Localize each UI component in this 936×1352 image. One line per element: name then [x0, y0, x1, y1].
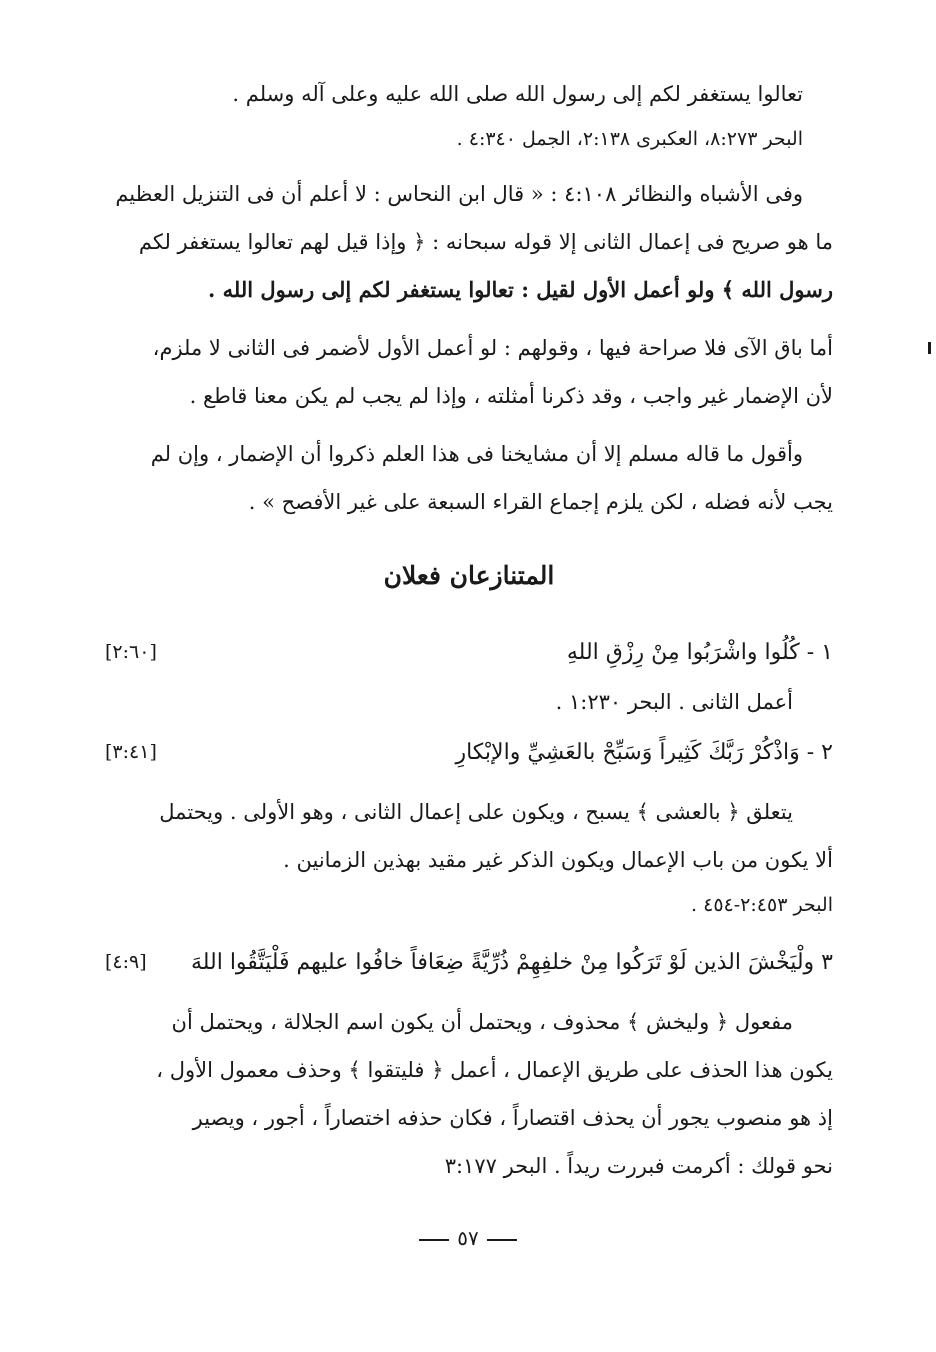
paragraph-line: وأقول ما قاله مسلم إلا أن مشايخنا فى هذا العلم ذكروا أن الإضمار ، وإن لم — [150, 442, 803, 466]
page-number-value: ٥٧ — [457, 1226, 479, 1250]
entry-note: نحو قولك : أكرمت فبررت ريداً . البحر ٣:١٧٧ — [444, 1154, 833, 1178]
intro-line: تعالوا يستغفر لكم إلى رسول الله صلى الله عليه وعلى آله وسلم . — [232, 82, 803, 106]
margin-mark — [928, 342, 931, 354]
verse-text: ٢ - وَاذْكُرْ رَبَّكَ كَثِيراً وَسَبِّحْ بالعَشِيِّ والإبْكارِ — [455, 739, 833, 765]
page-number-dash — [419, 1239, 449, 1241]
entry-note: مفعول ﴿ وليخش ﴾ محذوف ، ويحتمل أن يكون اسم الجلالة ، ويحتمل أن — [171, 1010, 793, 1034]
page-number-dash — [487, 1239, 517, 1241]
entry-note: ألا يكون من باب الإعمال ويكون الذكر غير مقيد بهذين الزمانين . — [283, 848, 833, 872]
entry-note: أعمل الثانى . البحر ١:٢٣٠ . — [555, 690, 793, 714]
verse-reference: [٣:٤١] — [105, 741, 157, 763]
paragraph-aqul — [105, 430, 833, 526]
entry-note: إذ هو منصوب يجور أن يحذف اقتصاراً ، فكان حذفه اختصاراً ، أجور ، ويصير — [192, 1106, 833, 1130]
page-body — [105, 70, 833, 1190]
verse-reference: [٤:٩] — [105, 951, 147, 973]
paragraph-line: رسول الله ﴾ ولو أعمل الأول لقيل : تعالوا يستغفر لكم إلى رسول الله . — [208, 277, 833, 302]
paragraph-line: أما باق الآى فلا صراحة فيها ، وقولهم : لو أعمل الأول لأضمر فى الثانى لا ملزم، — [152, 336, 833, 360]
verse-reference: [٢:٦٠] — [105, 641, 157, 663]
paragraph-line: ما هو صريح فى إعمال الثانى إلا قوله سبحانه : ﴿ وإذا قيل لهم تعالوا يستغفر لكم — [138, 230, 833, 254]
entry-note: يتعلق ﴿ بالعشى ﴾ يسبح ، ويكون على إعمال الثانى ، وهو الأولى . ويحتمل — [159, 800, 793, 824]
paragraph-ama — [105, 324, 833, 420]
entry-reference: البحر ٢:٤٥٣-٤٥٤ . — [691, 894, 833, 916]
entry-note: يكون هذا الحذف على طريق الإعمال ، أعمل ﴿ فليتقوا ﴾ وحذف معمول الأول ، — [156, 1058, 833, 1082]
paragraph-line: وفى الأشباه والنظائر ٤:١٠٨ : « قال ابن النحاس : لا أعلم أن فى التنزيل العظيم — [115, 182, 803, 206]
verse-entry-2 — [105, 726, 833, 778]
intro-reference: البحر ٨:٢٧٣، العكبرى ٢:١٣٨، الجمل ٤:٣٤٠ . — [456, 128, 803, 150]
verse-entry-3 — [105, 936, 833, 988]
page-number — [0, 1226, 936, 1250]
section-title: المتنازعان فعلان — [383, 561, 555, 590]
paragraph-line: لأن الإضمار غير واجب ، وقد ذكرنا أمثلته ، وإذا لم يجب لم يكن معنا قاطع . — [189, 384, 833, 408]
paragraph-ashbah — [105, 170, 833, 314]
paragraph-line: يجب لأنه فضله ، لكن يلزم إجماع القراء السبعة على غير الأفصح » . — [248, 490, 833, 514]
verse-text: ١ - كُلُوا واشْرَبُوا مِنْ رِزْقِ اللهِ — [566, 639, 833, 665]
verse-text: ٣ ولْيَخْشَ الذين لَوْ تَرَكُوا مِنْ خلفِهِمْ ذُرِّيَّةً ضِعَافاً خافُوا عليهم فَلْيَتَّقُوا اللهَ — [190, 949, 833, 975]
verse-entry-1 — [105, 626, 833, 678]
